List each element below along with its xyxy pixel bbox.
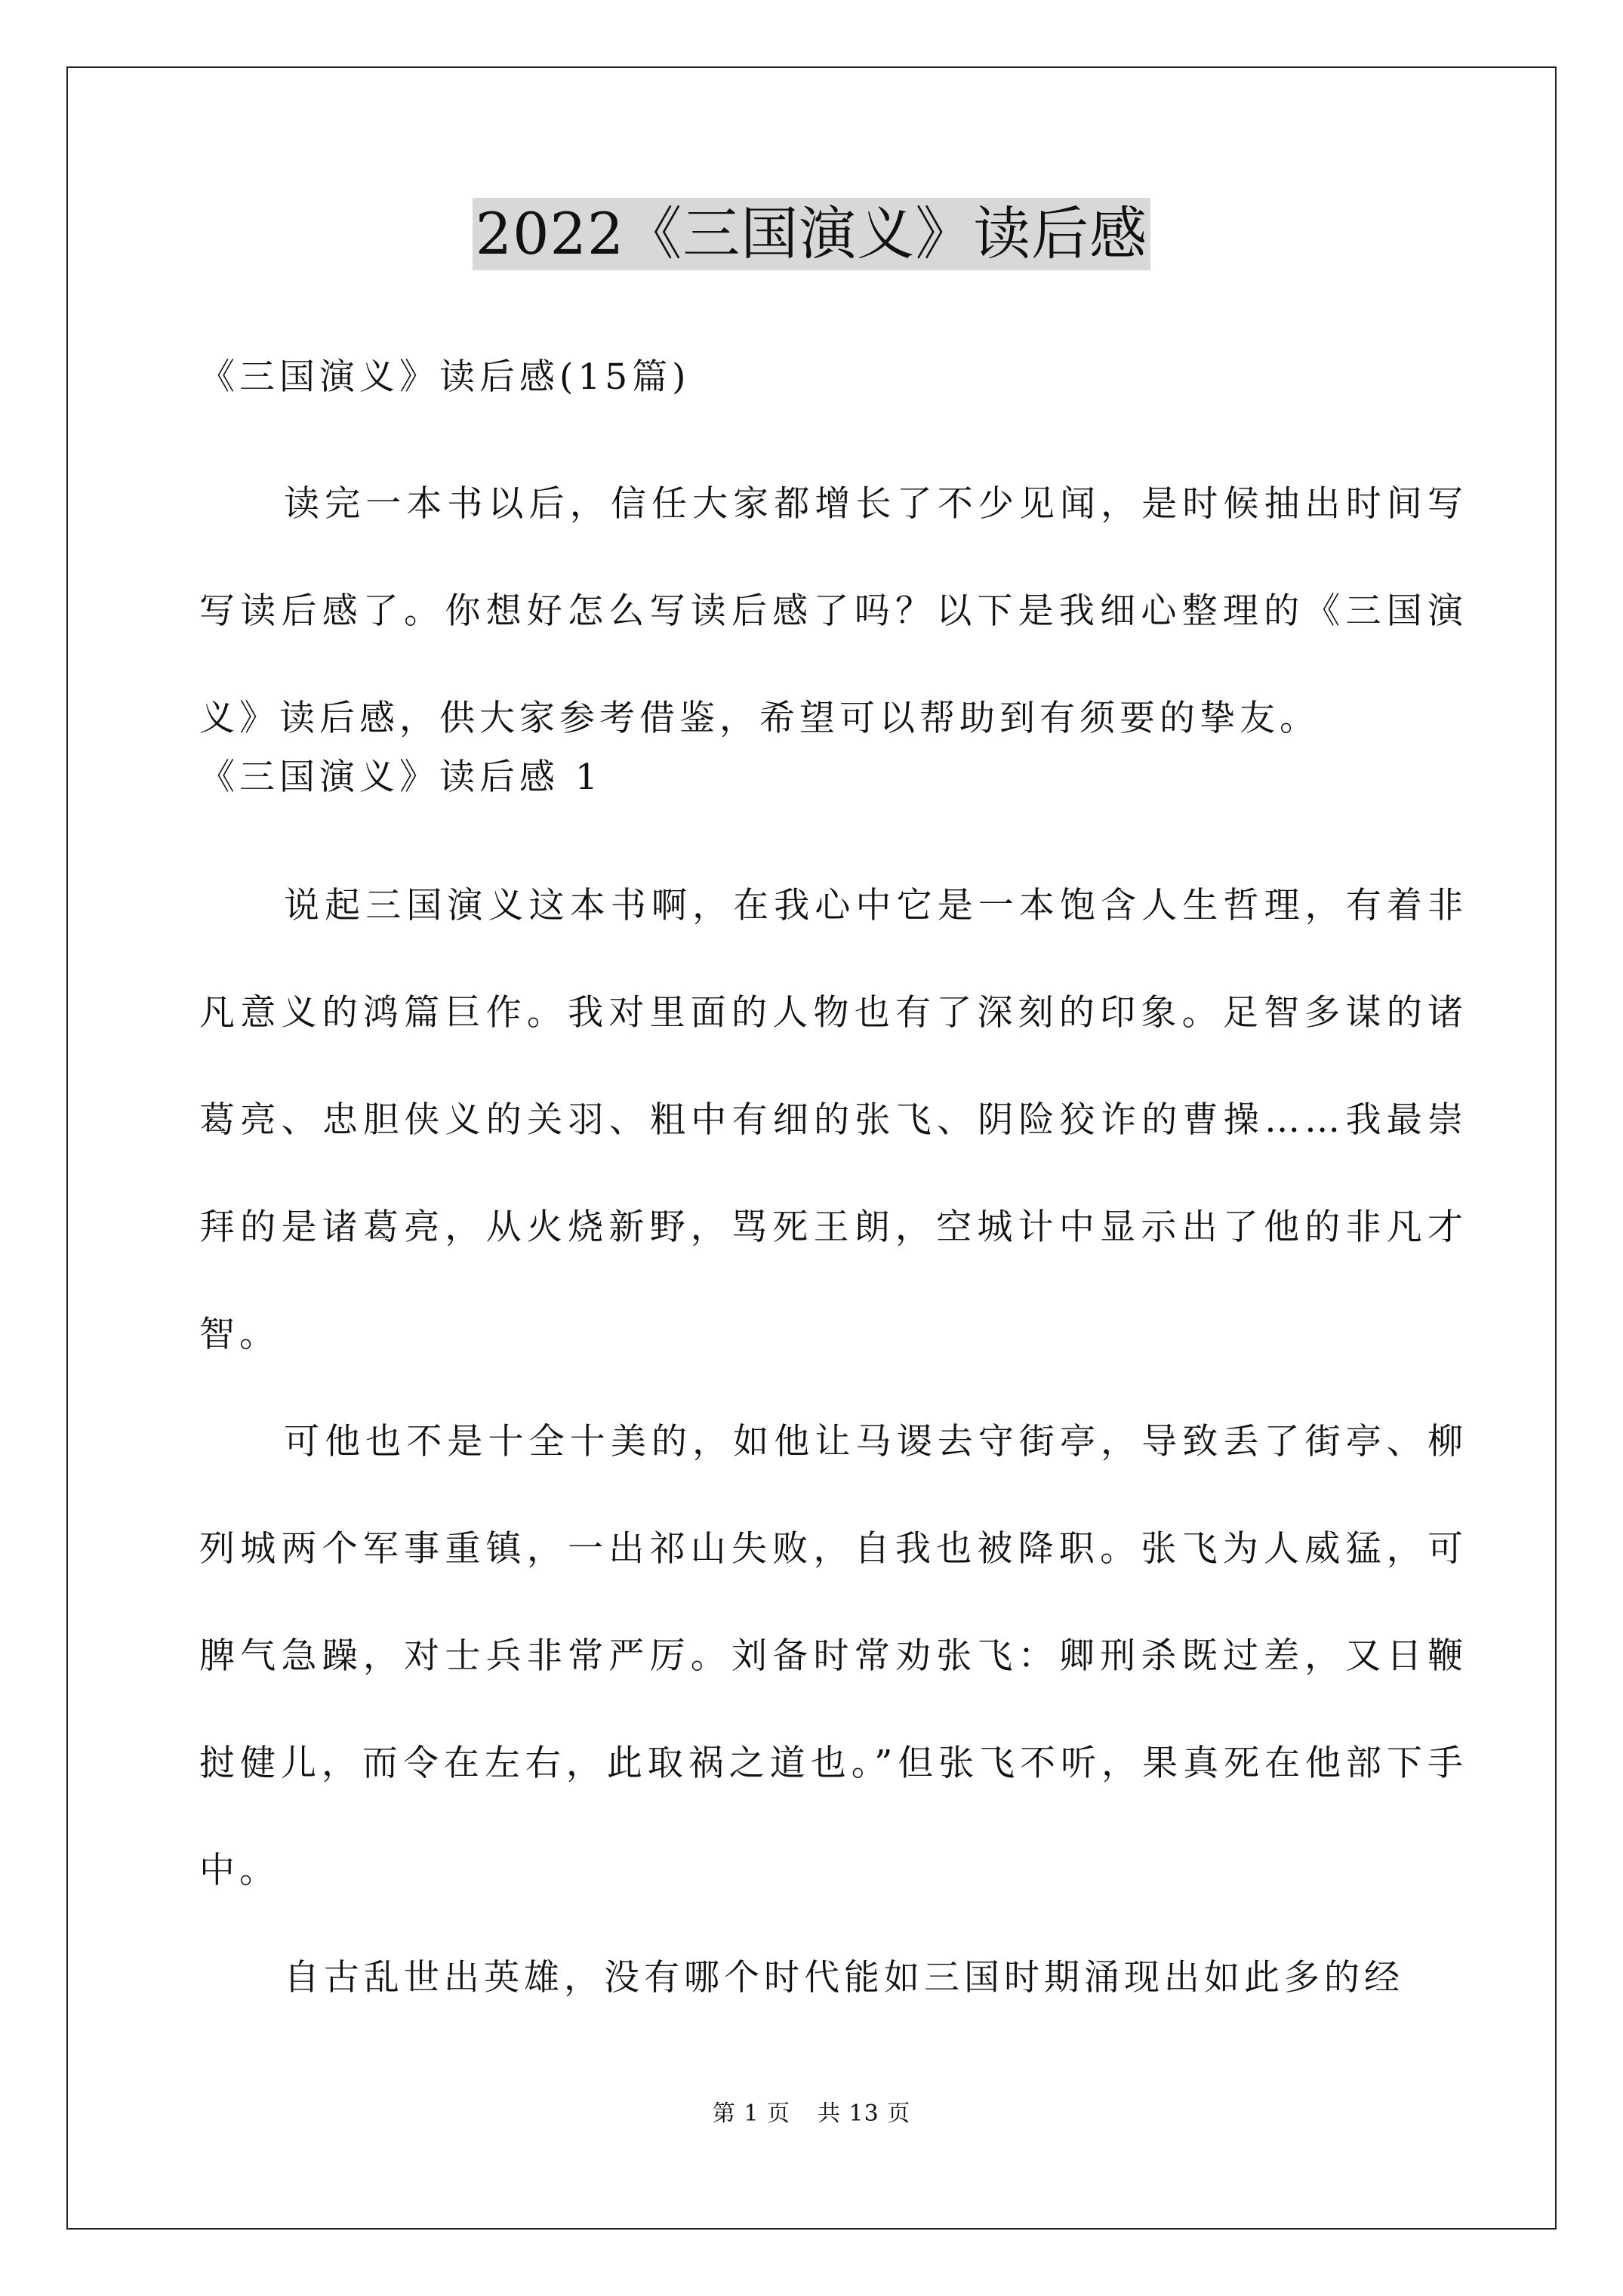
body-paragraph: 说起三国演义这本书啊，在我心中它是一本饱含人生哲理，有着非凡意义的鸿篇巨作。我对里面的人物也有了深刻的印象。足智多谋的诸葛亮、忠胆侠义的关羽、粗中有细的张飞、阴险狡诈的曹操……我最崇拜的是诸葛亮，从火烧新野，骂死王朗，空城计中显示出了他的非凡才智。: [199, 885, 1467, 1355]
body-paragraph: 自古乱世出英雄，没有哪个时代能如三国时期涌现出如此多的经: [284, 1957, 1404, 1999]
body-paragraph: 可他也不是十全十美的，如他让马谡去守街亭，导致丢了街亭、柳列城两个军事重镇，一出祁山失败，自我也被降职。张飞为人威猛，可脾气急躁，对士兵非常严厉。刘备时常劝张飞：卿刑杀既过差，又日鞭挝健儿，而令在左右，此取祸之道也。”但张飞不听，果真死在他部下手中。: [199, 1421, 1467, 1891]
page-footer: [0, 2099, 1623, 2129]
document-subtitle: 《三国演义》读后感(15篇): [199, 356, 691, 398]
page-total: 共 13 页: [817, 2100, 911, 2127]
section-heading: 《三国演义》读后感 1: [199, 757, 602, 798]
title-container: [0, 198, 1623, 270]
intro-paragraph: 读完一本书以后，信任大家都增长了不少见闻，是时候抽出时间写写读后感了。你想好怎么写读后感了吗？以下是我细心整理的《三国演义》读后感，供大家参考借鉴，希望可以帮助到有须要的挚友。: [199, 483, 1467, 739]
page-number: 第 1 页: [712, 2100, 790, 2127]
document-title: 2022《三国演义》读后感: [473, 198, 1150, 270]
